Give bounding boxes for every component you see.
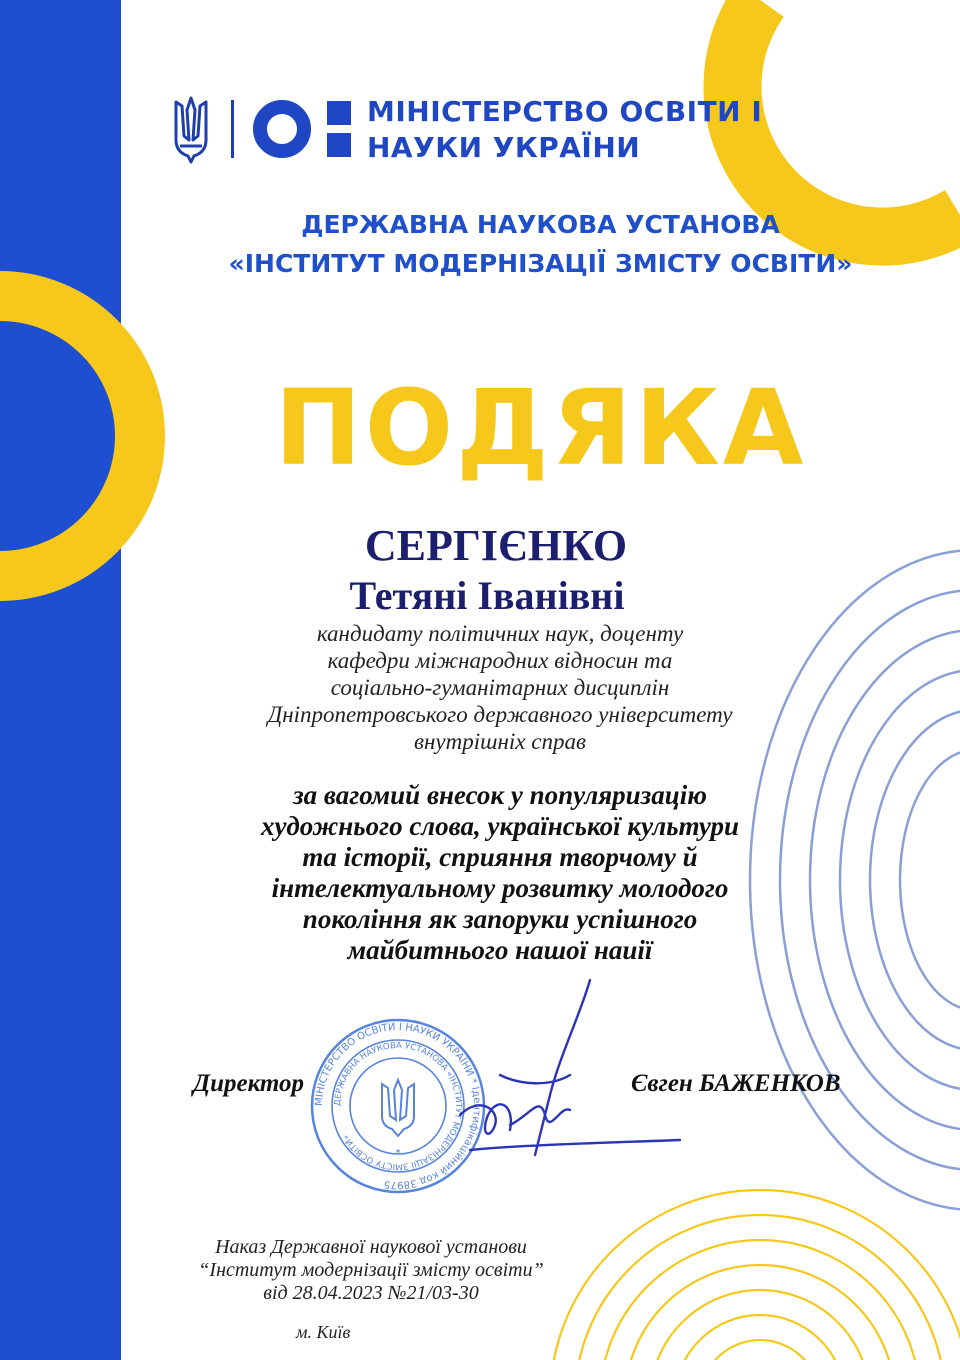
signer-role: Директор xyxy=(193,1070,305,1097)
ministry-line-2: НАУКИ УКРАЇНИ xyxy=(367,131,641,164)
top-yellow-arc xyxy=(732,0,960,237)
signer-name: Євген БАЖЕНКОВ xyxy=(631,1070,841,1097)
left-yellow-arc xyxy=(0,296,140,576)
award-reason xyxy=(150,780,850,966)
recipient-given-names: Тетяні Іванівні xyxy=(349,573,625,618)
header-separator xyxy=(231,100,234,158)
stamp-outer-text: МІНІСТЕРСТВО ОСВІТИ І НАУКИ УКРАЇНИ * Ідентифікаційний код 38975 xyxy=(313,1021,483,1191)
svg-text:*: * xyxy=(395,1148,401,1159)
institute-line-2: «ІНСТИТУТ МОДЕРНІЗАЦІЇ ЗМІСТУ ОСВІТИ» xyxy=(228,249,853,278)
reason-line: покоління як запоруки успішного xyxy=(302,904,698,934)
position-line: внутрішніх справ xyxy=(414,729,586,754)
order-line: “Інститут модернізації змісту освіти” xyxy=(198,1259,544,1281)
recipient-surname: СЕРГІЄНКО xyxy=(364,521,628,570)
order-line: від 28.04.2023 №21/03-30 xyxy=(263,1282,479,1304)
issue-city: м. Київ xyxy=(296,1322,351,1342)
institute-line-1: ДЕРЖАВНА НАУКОВА УСТАНОВА xyxy=(301,210,780,239)
position-line: соціально-гуманітарних дисциплін xyxy=(330,675,670,700)
ministry-logo-icon xyxy=(252,99,356,159)
recipient-position xyxy=(200,620,800,755)
certificate-title: ПОДЯКА xyxy=(274,367,807,489)
ministry-line-1: МІНІСТЕРСТВО ОСВІТИ І xyxy=(367,95,763,128)
position-line: Дніпропетровського державного університету xyxy=(267,702,733,727)
position-line: кандидату політичних наук, доценту xyxy=(316,621,684,646)
trident-emblem-icon xyxy=(168,96,214,164)
reason-line: майбитнього нашої наиії xyxy=(347,935,653,965)
stamp-inner-text: ДЕРЖАВНА НАУКОВА УСТАНОВА «ІНСТИТУТ МОДЕРНІЗАЦІЇ ЗМІСТУ ОСВІТИ» xyxy=(332,1040,464,1172)
ministry-name xyxy=(367,94,762,166)
reason-line: та історії, сприяння творчому й xyxy=(302,842,698,872)
reason-line: інтелектуальному розвитку молодого xyxy=(271,873,729,903)
order-reference xyxy=(121,1236,621,1305)
reason-line: художнього слова, української культури xyxy=(260,811,740,841)
position-line: кафедри міжнародних відносин та xyxy=(327,648,673,673)
order-line: Наказ Державної наукової установи xyxy=(215,1236,527,1258)
reason-line: за вагомий внесок у популяризацію xyxy=(293,780,707,810)
